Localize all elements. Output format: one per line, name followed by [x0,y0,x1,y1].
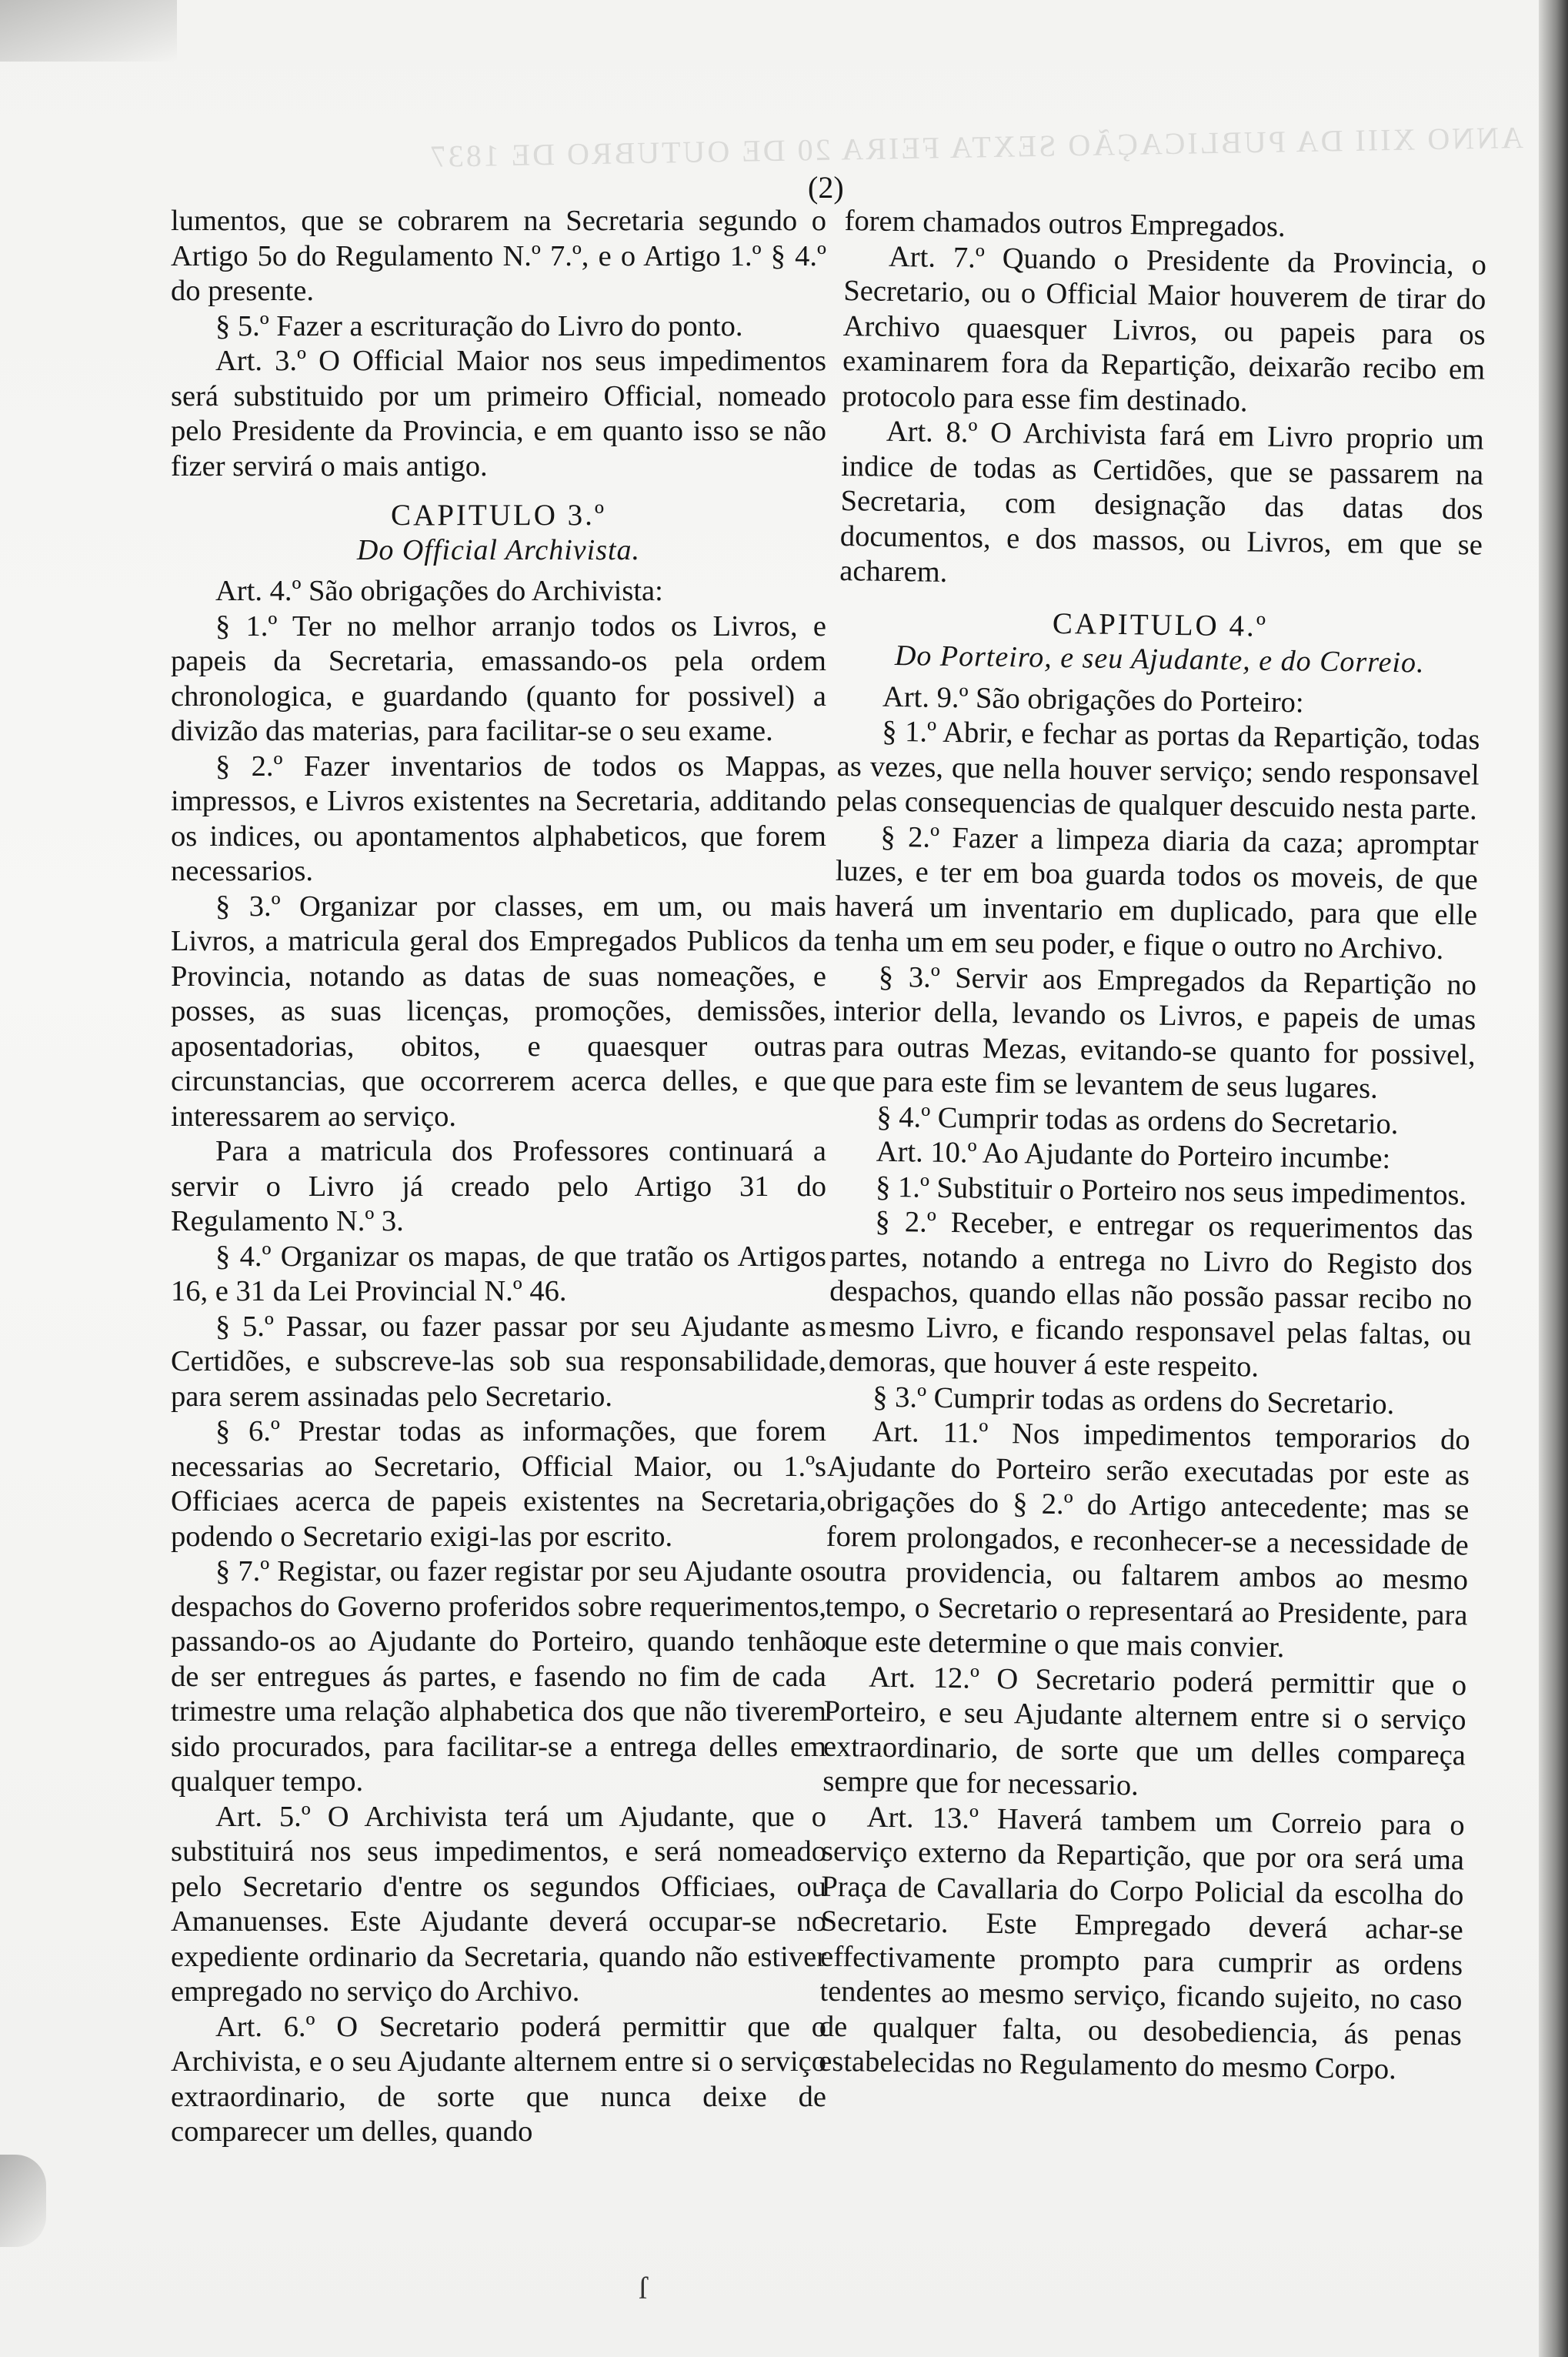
chapter-heading: CAPITULO 3.º [391,499,606,532]
article-paragraph: Art. 6.º O Secretario poderá permittir que o Archivista, e o seu Ajudante alternem entre si o serviço extraordinario, de sorte que nunca deixe de comparecer um delles, quando [171,2010,826,2148]
article-paragraph: forem chamados outros Empregados. [844,204,1286,243]
article-paragraph: § 3.º Cumprir todas as ordens do Secretario. [872,1380,1395,1421]
article-paragraph: Art. 11.º Nos impedimentos temporarios do Ajudante do Porteiro serão executadas por este as obrigações do § 2.º do Artigo antecedente; mas se forem prolongados, e reconhecer-se a necessidade de outra providencia, ou faltarem ambos ao mesmo tempo, o Secretario o representará ao Presidente, para que este determine o que mais convier. [824,1415,1470,1664]
right-text-column [819,204,1487,2088]
mirrored-bleed-through-header: ANNO XIII DA PUBLICAÇÃO SEXTA FEIRA 20 DE OUTUBRO DE 1837 [428,119,1524,174]
article-paragraph: Art. 10.º Ao Ajudante do Porteiro incumbe: [876,1135,1391,1176]
article-paragraph: Art. 8.º O Archivista fará em Livro proprio um indice de todas as Certidões, que se passarem na Secretaria, com designação das datas dos documentos, e dos massos, ou Livros, em que se acharem. [839,415,1485,589]
article-paragraph: § 3.º Servir aos Empregados da Repartição no interior della, levando os Livros, e papeis de umas para outras Mezas, evitando-se quanto for possivel, que para este fim se levantem de seus lugares. [832,960,1477,1105]
article-paragraph: § 6.º Prestar todas as informações, que forem necessarias ao Secretario, Official Maior, ou 1.ºs Officiaes acerca de papeis existentes na Secretaria, podendo o Secretario exigi-las por escrito. [171,1415,826,1553]
article-paragraph: Art. 5.º O Archivista terá um Ajudante, que o substituirá nos seus impedimentos, e será nomeado pelo Secretario d'entre os segundos Officiaes, ou Amanuenses. Este Ajudante deverá occupar-se no expediente ordinario da Secretaria, quando não estiver empregado no serviço do Archivo. [171,1800,826,2008]
article-paragraph: § 2.º Receber, e entregar os requerimentos das partes, notando a entrega no Livro do Registo dos despachos, quando ellas não possão passar recibo no mesmo Livro, e ficando responsavel pelas faltas, ou demoras, que houver á este respeito. [828,1205,1473,1384]
article-paragraph: § 3.º Organizar por classes, em um, ou mais Livros, a matricula geral dos Empregados Publicos da Provincia, notando as datas de suas nomeações, e posses, as suas licenças, promoções, demissões, aposentadorias, obitos, e quaesquer outras circunstancias, que occorrerem acerca delles, e que interessarem ao serviço. [171,890,826,1133]
article-paragraph: § 2.º Fazer inventarios de todos os Mappas, impressos, e Livros existentes na Secretaria, additando os indices, ou apontamentos alphabeticos, que forem necessarios. [171,749,826,887]
article-paragraph: § 1.º Abrir, e fechar as portas da Repartição, todas as vezes, que nella houver serviço; sendo responsavel pelas consequencias de qualquer descuido nesta parte. [836,715,1480,826]
article-paragraph: Art. 9.º São obrigações do Porteiro: [882,680,1304,719]
article-paragraph: § 1.º Substituir o Porteiro nos seus impedimentos. [875,1170,1467,1211]
article-paragraph: Art. 3.º O Official Maior nos seus impedimentos será substituido por um primeiro Official, nomeado pelo Presidente da Provincia, e em quanto isso se não fizer servirá o mais antigo. [171,345,826,482]
chapter-heading: CAPITULO 4.º [1052,606,1269,643]
footer-signature-mark: ſ [639,2271,648,2305]
page-number: (2) [808,170,844,205]
page-edge-shadow [1539,0,1568,2357]
article-paragraph: § 4.º Organizar os mapas, de que tratão os Artigos 16, e 31 da Lei Provincial N.º 46. [171,1240,826,1307]
article-paragraph: Art. 7.º Quando o Presidente da Provincia, o Secretario, ou o Official Maior houverem de tirar do Archivo quaesquer Livros, ou papeis para os examinarem fora da Repartição, deixarão recibo em protocolo para esse fim destinado. [842,240,1487,418]
article-paragraph: Art. 12.º O Secretario poderá permittir que o Porteiro, e seu Ajudante alternem entre si o serviço extraordinario, de sorte que um delles compareça sempre que for necessario. [822,1661,1467,1802]
chapter-subheading: Do Porteiro, e seu Ajudante, e do Correio. [894,639,1425,679]
article-paragraph: § 1.º Ter no melhor arranjo todos os Livros, e papeis da Secretaria, emassando-os pela ordem chronologica, e guardando (quanto for possivel) a divizão das materias, para facilitar-se o seu exame. [171,609,826,747]
page-corner-shadow [0,0,177,62]
chapter-subheading: Do Official Archivista. [356,533,641,566]
article-paragraph: § 5.º Fazer a escrituração do Livro do ponto. [215,309,743,342]
article-paragraph: Para a matricula dos Professores continuará a servir o Livro já creado pelo Artigo 31 do Regulamento N.º 3. [171,1135,826,1237]
article-paragraph: § 7.º Registar, ou fazer registar por seu Ajudante os despachos do Governo proferidos sobre requerimentos, passando-os ao Ajudante do Porteiro, quando tenhão de ser entregues ás partes, e fasendo no fim de cada trimestre uma relação alphabetica dos que não tiverem sido procurados, para facilitar-se a entrega delles em qualquer tempo. [171,1555,826,1798]
pen-shadow [0,2155,46,2247]
article-paragraph: Art. 13.º Haverá tambem um Correio para o serviço externo da Repartição, que por ora será uma Praça de Cavallaria do Corpo Policial da escolha do Secretario. Este Empregado deverá achar-se effectivamente prompto para cumprir as ordens tendentes ao mesmo serviço, ficando sujeito, no caso de qualquer falta, ou desobediencia, ás penas estabelecidas no Regulamento do mesmo Corpo. [819,1801,1465,2086]
article-paragraph: lumentos, que se cobrarem na Secretaria segundo o Artigo 5o do Regulamento N.º 7.º, e o Artigo 1.º § 4.º do presente. [171,205,826,307]
article-paragraph: § 4.º Cumprir todas as ordens do Secretario. [876,1100,1399,1140]
article-paragraph: Art. 4.º São obrigações do Archivista: [215,575,663,607]
article-paragraph: § 2.º Fazer a limpeza diaria da caza; apromptar luzes, e ter em boa guarda todos os moveis, de que haverá um inventario em duplicado, para que elle tenha um em seu poder, e fique o outro no Archivo. [834,820,1479,966]
left-text-column [171,204,826,2150]
article-paragraph: § 5.º Passar, ou fazer passar por seu Ajudante as Certidões, e subscreve-las sob sua responsabilidade, para serem assinadas pelo Secretario. [171,1310,826,1413]
